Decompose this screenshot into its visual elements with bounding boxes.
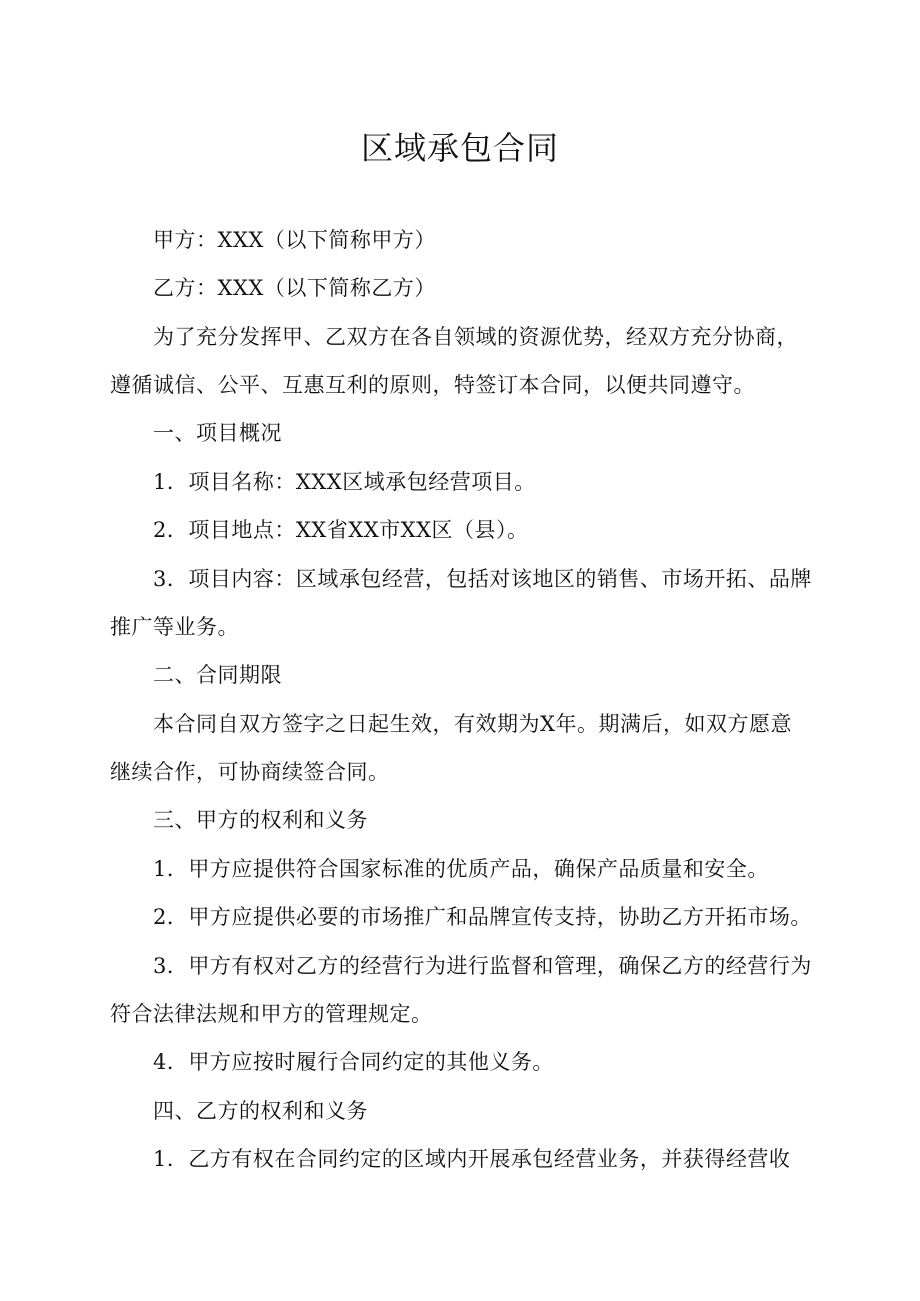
clause-3-1: 1．甲方应提供符合国家标准的优质产品，确保产品质量和安全。 xyxy=(153,857,769,881)
clause-3-4: 4．甲方应按时履行合同约定的其他义务。 xyxy=(153,1050,554,1074)
document-title: 区域承包合同 xyxy=(360,129,559,167)
clause-4-1-line-1: 1．乙方有权在合同约定的区域内开展承包经营业务，并获得经营收 xyxy=(153,1147,791,1171)
clause-3-3-line-2: 符合法律法规和甲方的管理规定。 xyxy=(110,1002,433,1026)
term-line-2: 继续合作，可协商续签合同。 xyxy=(110,760,390,784)
clause-3-2: 2．甲方应提供必要的市场推广和品牌宣传支持，协助乙方开拓市场。 xyxy=(153,905,812,929)
section-heading-3: 三、甲方的权利和义务 xyxy=(153,808,368,832)
section-heading-4: 四、乙方的权利和义务 xyxy=(153,1099,368,1123)
preamble-line-2: 遵循诚信、公平、互惠互利的原则，特签订本合同，以便共同遵守。 xyxy=(110,373,755,397)
clause-1-3-line-1: 3．项目内容：区域承包经营，包括对该地区的销售、市场开拓、品牌 xyxy=(153,567,812,591)
clause-1-2: 2．项目地点：XX省XX市XX区（县）。 xyxy=(153,518,529,542)
section-heading-2: 二、合同期限 xyxy=(153,663,282,687)
clause-1-3-line-2: 推广等业务。 xyxy=(110,615,239,639)
clause-1-1: 1．项目名称：XXX区域承包经营项目。 xyxy=(153,470,536,494)
clause-3-3-line-1: 3．甲方有权对乙方的经营行为进行监督和管理，确保乙方的经营行为 xyxy=(153,954,812,978)
party-a-line: 甲方：XXX（以下简称甲方） xyxy=(153,228,436,252)
section-heading-1: 一、项目概况 xyxy=(153,421,282,445)
term-line-1: 本合同自双方签字之日起生效，有效期为X年。期满后，如双方愿意 xyxy=(153,712,792,736)
preamble-line-1: 为了充分发挥甲、乙双方在各自领域的资源优势，经双方充分协商， xyxy=(153,325,798,349)
party-b-line: 乙方：XXX（以下简称乙方） xyxy=(153,276,436,300)
